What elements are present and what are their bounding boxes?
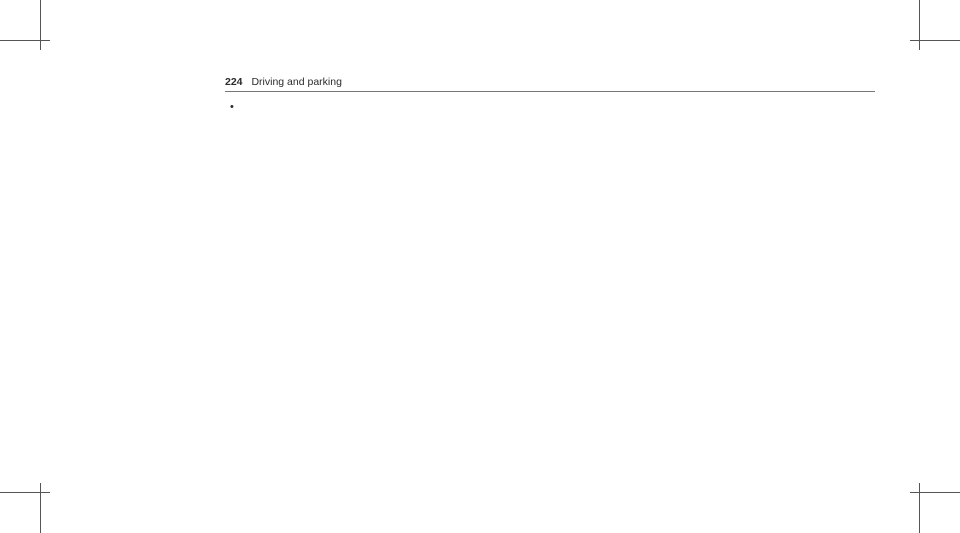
crop-mark xyxy=(910,492,960,493)
header-rule xyxy=(225,91,875,92)
crop-mark xyxy=(919,483,920,533)
crop-mark xyxy=(0,40,50,41)
crop-mark xyxy=(0,492,50,493)
page-number: 224 xyxy=(225,76,243,88)
crop-mark xyxy=(40,0,41,50)
section-name: Driving and parking xyxy=(251,76,342,88)
column-1-final xyxy=(227,100,325,102)
page-header xyxy=(225,75,342,90)
crop-mark xyxy=(919,0,920,50)
crop-mark xyxy=(40,483,41,533)
crop-mark xyxy=(910,40,960,41)
